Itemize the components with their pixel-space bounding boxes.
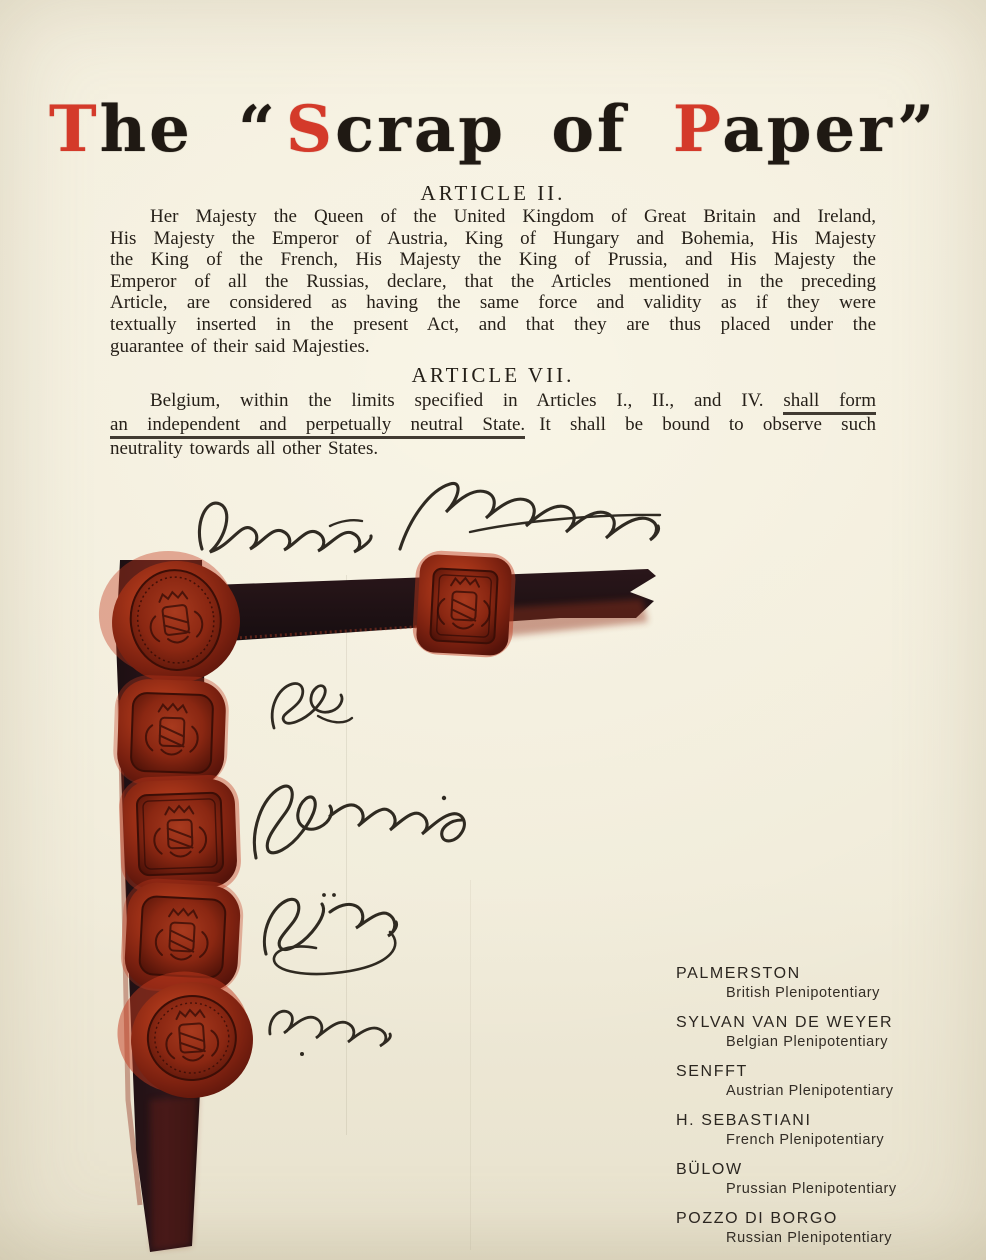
signatory-name: SENFFT bbox=[676, 1063, 748, 1080]
article7-line: an independent and perpetually neutral State. It shall be bound to observe such bbox=[110, 413, 876, 437]
signatory-entry bbox=[676, 1062, 956, 1100]
signatory-entry bbox=[676, 1111, 956, 1149]
signatory-role: French Plenipotentiary bbox=[726, 1132, 885, 1148]
signatory-role: Belgian Plenipotentiary bbox=[726, 1034, 889, 1050]
signature-senfft bbox=[272, 684, 352, 728]
signatory-name: SYLVAN VAN DE WEYER bbox=[676, 1014, 894, 1031]
article7-line: Belgium, within the limits specified in Articles I., II., and IV. shall form bbox=[110, 389, 876, 413]
signatory-role: Russian Plenipotentiary bbox=[726, 1230, 893, 1246]
open-quote: “ bbox=[238, 92, 278, 167]
signatory-list bbox=[676, 964, 956, 1258]
signature-sebastiani bbox=[254, 786, 464, 858]
signature-pozzo-di-borgo bbox=[270, 1011, 391, 1056]
article2-line: Emperor of all the Russias, declare, that the Articles mentioned in the preceding bbox=[110, 270, 876, 292]
signatory-entry bbox=[676, 964, 956, 1002]
signatory-entry bbox=[676, 1013, 956, 1051]
article2-line: guarantee of their said Majesties. bbox=[110, 335, 370, 357]
title-initial: T bbox=[48, 92, 100, 167]
wax-seal-3 bbox=[118, 774, 242, 894]
title-initial: P bbox=[672, 92, 723, 167]
signatory-name: BÜLOW bbox=[676, 1161, 743, 1178]
article2-line: the King of the French, His Majesty the King of Prussia, and His Majesty the bbox=[110, 249, 876, 271]
article2-heading: ARTICLE II. bbox=[420, 181, 566, 205]
title-initial: S bbox=[285, 92, 336, 167]
wax-seal-british bbox=[92, 543, 247, 692]
article2-line: Her Majesty the Queen of the United Kingdom of Great Britain and Ireland, bbox=[150, 206, 876, 227]
signatory-name: PALMERSTON bbox=[676, 965, 801, 982]
signatory-role: Austrian Plenipotentiary bbox=[726, 1083, 894, 1099]
signatory-name: POZZO DI BORGO bbox=[676, 1210, 838, 1227]
signatory-entry bbox=[676, 1160, 956, 1198]
close-quote: ” bbox=[897, 92, 938, 167]
signatory-entry bbox=[676, 1209, 956, 1247]
signature-palmerston bbox=[199, 503, 371, 552]
page-title: The “ Scrap of Paper” bbox=[48, 92, 938, 167]
signatory-name: H. SEBASTIANI bbox=[676, 1112, 812, 1129]
underlined-text: an independent and perpetually neutral State. bbox=[110, 414, 525, 439]
article2-line: Article, are considered as having the same force and validity as if they were bbox=[110, 292, 876, 314]
wax-seal-belgian bbox=[411, 549, 516, 658]
article7-line: neutrality towards all other States. bbox=[110, 438, 379, 460]
underlined-text: shall form bbox=[783, 390, 876, 415]
article2-line: His Majesty the Emperor of Austria, King of Hungary and Bohemia, His Majesty bbox=[110, 227, 876, 249]
signature-van-de-weyer bbox=[400, 483, 660, 549]
signatory-role: Prussian Plenipotentiary bbox=[726, 1181, 897, 1197]
signature-bulow bbox=[264, 893, 396, 974]
article2-line: textually inserted in the present Act, and that they are thus placed under the bbox=[110, 313, 876, 335]
article7-heading: ARTICLE VII. bbox=[411, 363, 575, 387]
signatory-role: British Plenipotentiary bbox=[726, 985, 881, 1001]
wax-seal-2 bbox=[112, 674, 230, 788]
